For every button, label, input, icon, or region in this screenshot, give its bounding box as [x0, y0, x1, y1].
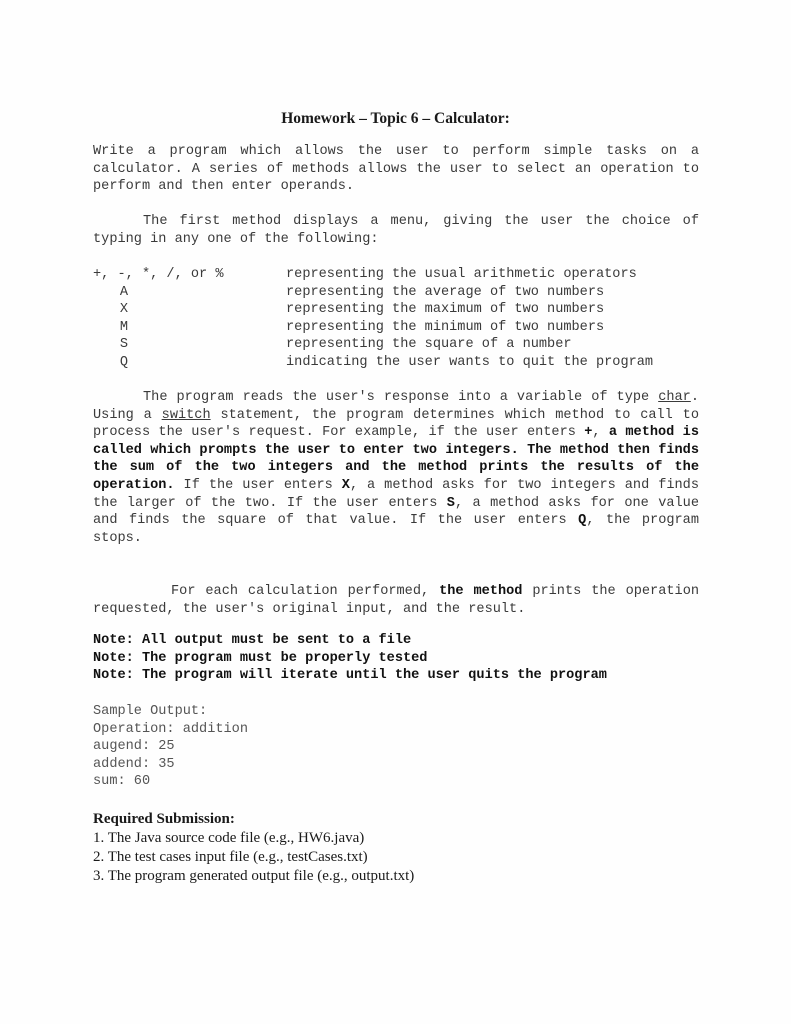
menu-intro-paragraph: The first method displays a menu, giving the user the choice of typing in any one of the following: [93, 214, 699, 247]
sample-output-line: Sample Output: [93, 704, 208, 719]
menu-option-description: representing the average of two numbers [286, 284, 605, 300]
sample-output-line: addend: 35 [93, 756, 175, 772]
switch-description-paragraph: The program reads the user's response into a variable of type char. Using a switch statement, the program determines which method to call to process the user's request. For example, if the user enters +, a method is called which prompts the user to enter two integers. The method then finds the sum of the two integers and the method prints the results of the operation. If the user enters X, a method asks for two integers and finds the larger of the two. If the user enters S, a method asks for one value and finds the square of that value. If the user enters Q, the program stops. [93, 390, 700, 546]
menu-option-key: S [119, 337, 129, 353]
menu-option-description: indicating the user wants to quit the program [286, 354, 654, 370]
menu-option-key: Q [119, 354, 129, 370]
menu-option-row [93, 336, 699, 354]
menu-option-key: M [119, 319, 129, 335]
intro-paragraph: Write a program which allows the user to perform simple tasks on a calculator. A series of methods allows the user to select an operation to perform and then enter operands. [93, 144, 699, 195]
sample-output-line: Operation: addition [93, 721, 248, 737]
note-line: Note: The program will iterate until the user quits the program [93, 668, 607, 684]
submission-item: 3. The program generated output file (e.g., output.txt) [93, 868, 415, 884]
menu-option-key: X [119, 302, 129, 318]
document-title: Homework – Topic 6 – Calculator: [281, 110, 510, 127]
menu-option-description: representing the minimum of two numbers [286, 319, 605, 335]
output-description-paragraph: For each calculation performed, the method prints the operation requested, the user's original input, and the result. [93, 584, 700, 617]
menu-option-row [93, 319, 699, 337]
menu-option-row [93, 301, 699, 319]
menu-option-key: +, -, *, /, or % [93, 267, 224, 282]
notes-list [93, 632, 699, 685]
menu-options-list [93, 266, 699, 372]
menu-option-description: representing the square of a number [286, 337, 572, 353]
menu-option-row [93, 354, 699, 372]
switch-keyword: switch [161, 407, 211, 423]
char-keyword: char [658, 390, 691, 405]
menu-option-description: representing the maximum of two numbers [286, 302, 605, 318]
submission-item: 1. The Java source code file (e.g., HW6.java) [93, 830, 365, 846]
required-submission-section [93, 810, 414, 886]
menu-option-description: representing the usual arithmetic operators [286, 267, 637, 282]
note-line: Note: The program must be properly tested [93, 650, 428, 666]
menu-option-row [93, 284, 699, 302]
menu-option-row [93, 266, 699, 284]
menu-option-key: A [119, 284, 129, 300]
sample-output-line: sum: 60 [93, 774, 151, 790]
sample-output-block [93, 703, 699, 791]
note-line: Note: All output must be sent to a file [93, 633, 412, 648]
submission-item: 2. The test cases input file (e.g., testCases.txt) [93, 849, 368, 865]
submission-heading: Required Submission: [93, 811, 235, 827]
sample-output-line: augend: 25 [93, 739, 175, 755]
